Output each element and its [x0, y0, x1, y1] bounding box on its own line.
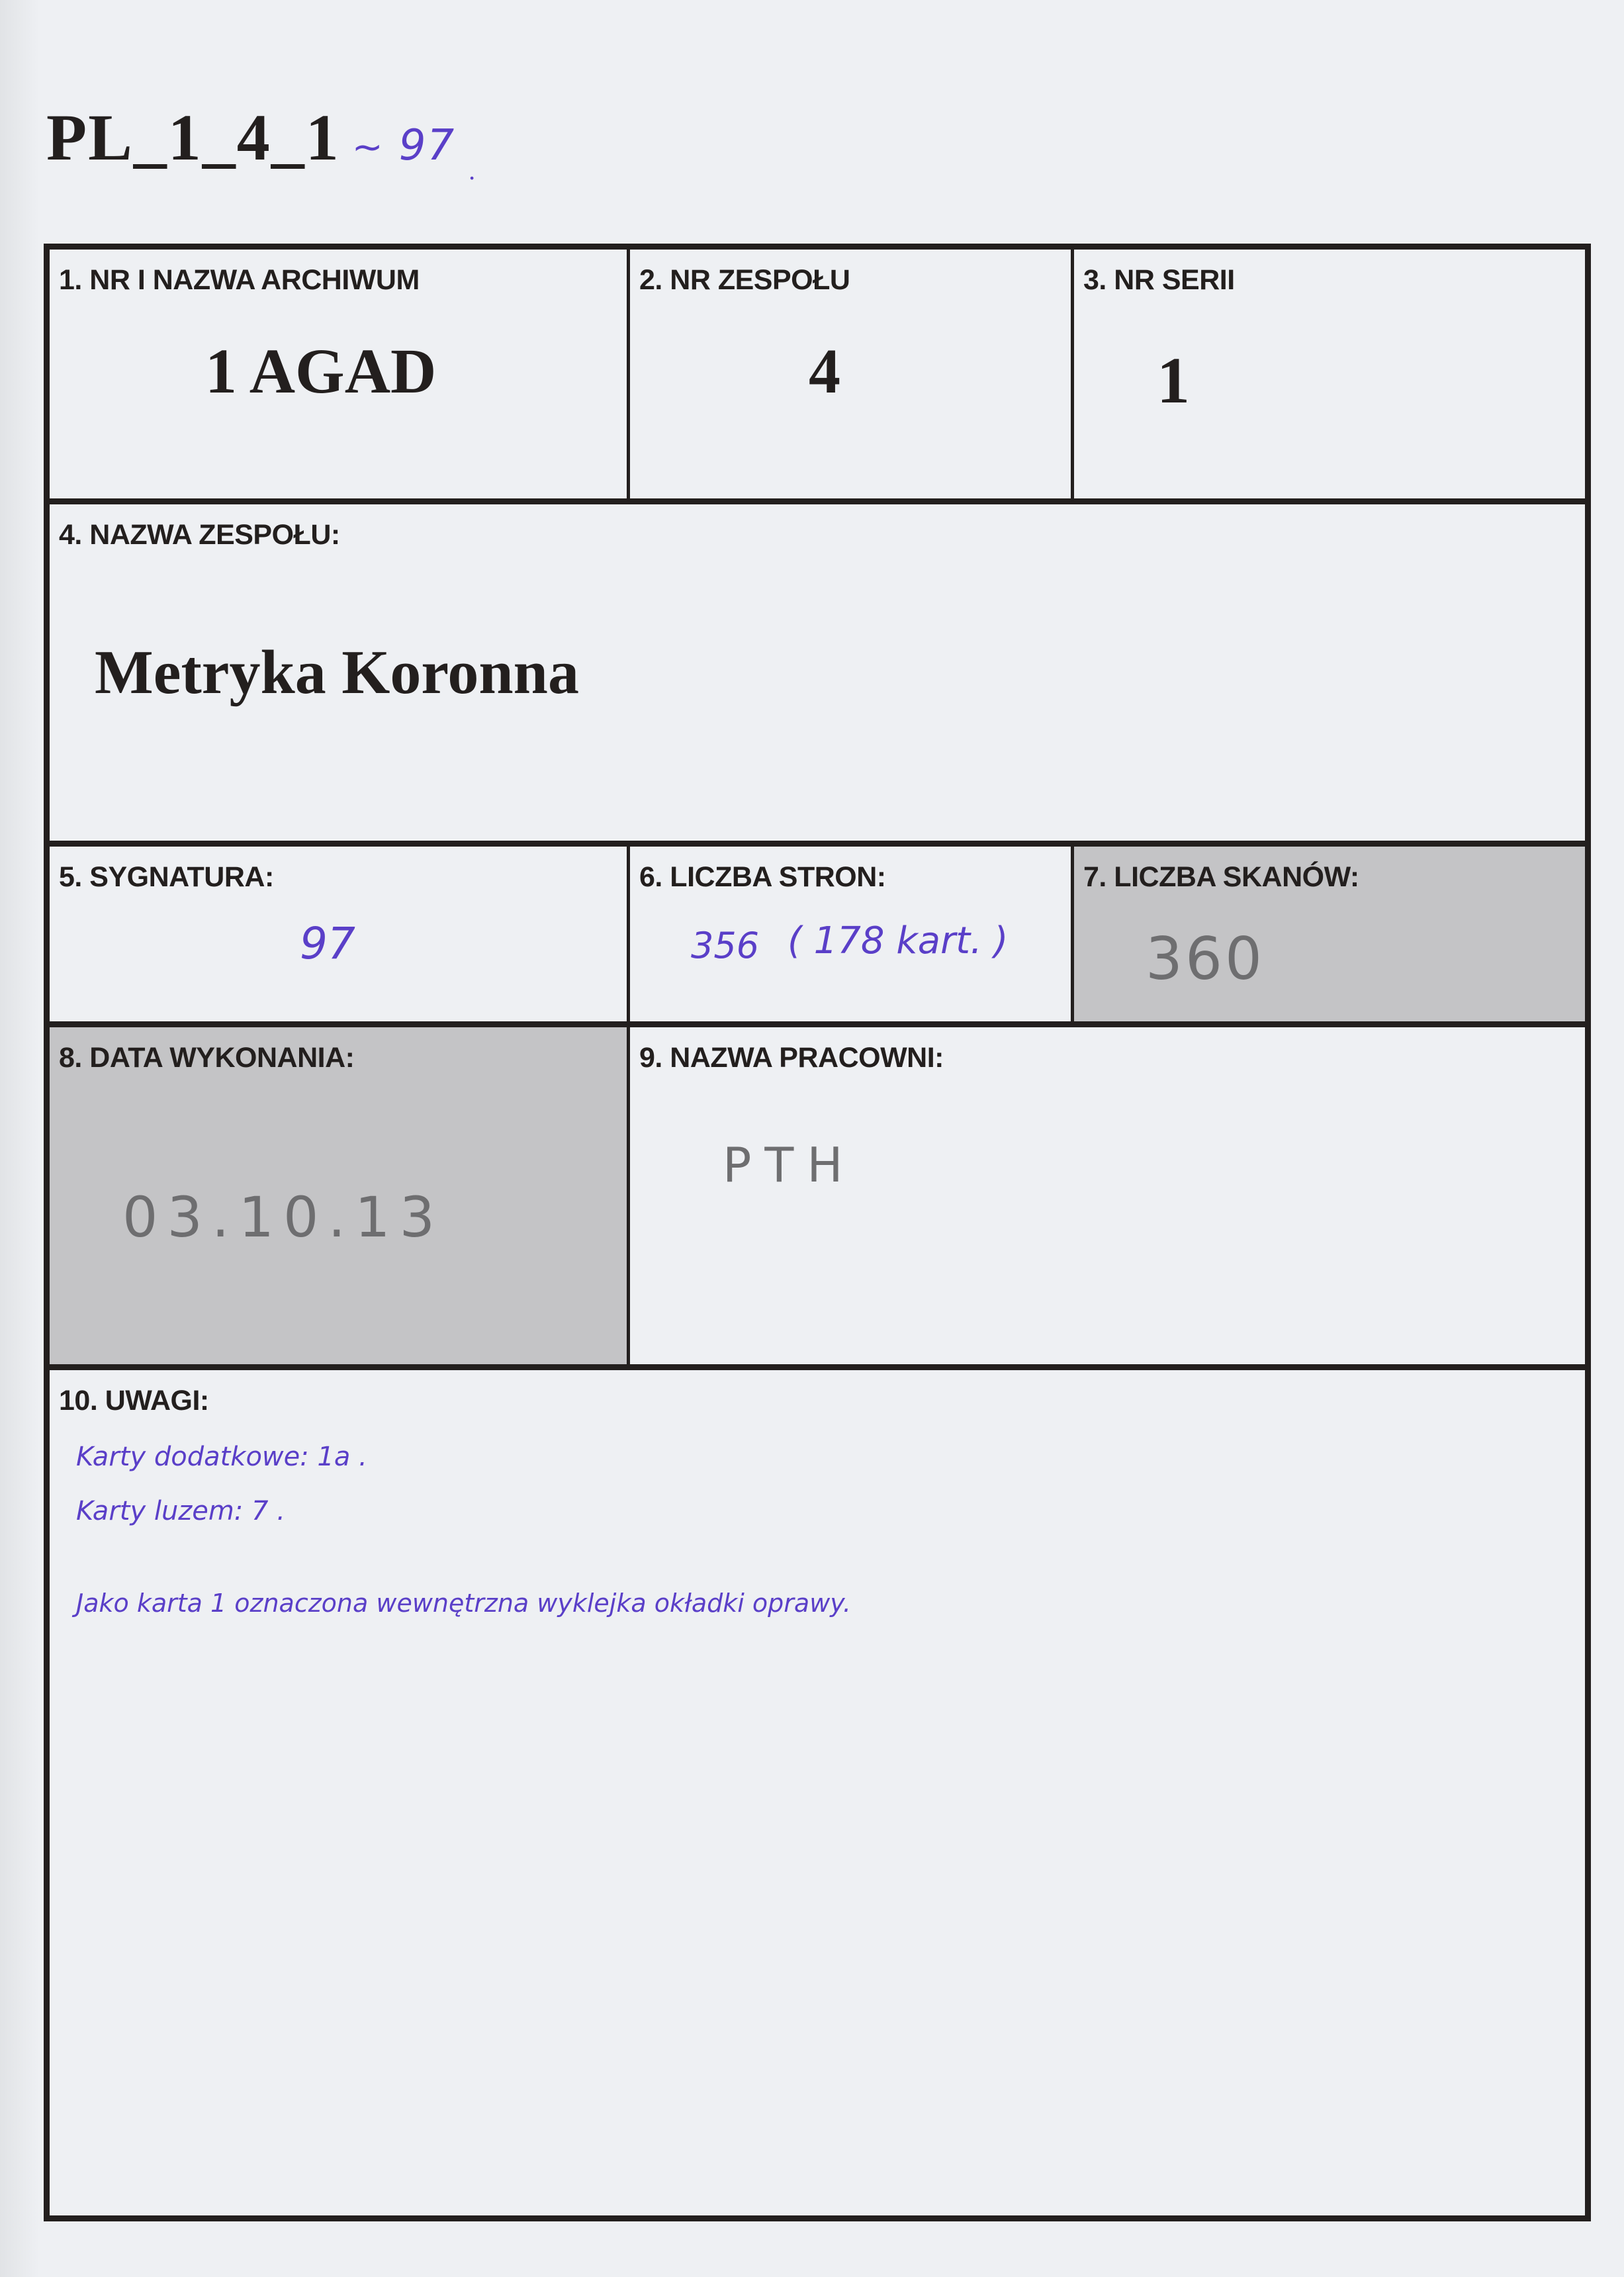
row-divider-2 [50, 841, 1585, 847]
row-divider-3 [50, 1021, 1585, 1027]
cell-scan-count [1074, 847, 1585, 1021]
document-id-dot: . [469, 156, 477, 185]
scan-count-label: 7. LICZBA SKANÓW: [1083, 861, 1359, 893]
fonds-number-value: 4 [809, 336, 840, 406]
cell-page-count [630, 847, 1071, 1021]
cell-fonds-name [50, 504, 1585, 841]
cell-archive [50, 250, 627, 498]
page-count-leaves: ( 178 kart. ) [788, 919, 1009, 962]
workshop-label: 9. NAZWA PRACOWNI: [639, 1042, 944, 1074]
cell-workshop [630, 1027, 1585, 1364]
fonds-name-value: Metryka Koronna [95, 638, 579, 707]
date-label: 8. DATA WYKONANIA: [59, 1042, 355, 1074]
remarks-line: Karty luzem: 7 . [76, 1496, 285, 1526]
cell-date [50, 1027, 627, 1364]
page-count-label: 6. LICZBA STRON: [639, 861, 886, 893]
remarks-line: Karty dodatkowe: 1a . [76, 1442, 367, 1472]
fonds-name-label: 4. NAZWA ZESPOŁU: [59, 519, 340, 551]
archive-value: 1 AGAD [205, 336, 437, 406]
paper-edge-shadow [0, 0, 40, 2277]
row-divider-1 [50, 498, 1585, 504]
row-divider-4 [50, 1364, 1585, 1370]
fonds-number-label: 2. NR ZESPOŁU [639, 264, 850, 296]
scan-count-value: 360 [1146, 925, 1265, 993]
cell-signature [50, 847, 627, 1021]
remarks-label: 10. UWAGI: [59, 1385, 209, 1417]
document-identifier [46, 99, 477, 185]
cell-series-number [1074, 250, 1585, 498]
signature-value: 97 [300, 918, 355, 969]
workshop-value: PTH [723, 1137, 856, 1193]
metadata-form [44, 244, 1591, 2221]
date-value: 03.10.13 [122, 1185, 445, 1250]
cell-remarks [50, 1370, 1585, 2216]
document-id-tilde: ~ [351, 126, 384, 169]
series-number-value: 1 [1157, 344, 1190, 417]
series-number-label: 3. NR SERII [1083, 264, 1235, 296]
signature-label: 5. SYGNATURA: [59, 861, 274, 893]
page-count-value: 356 [691, 925, 760, 966]
archive-label: 1. NR I NAZWA ARCHIWUM [59, 264, 420, 296]
document-id-handwritten: 97 [398, 121, 456, 170]
document-id-printed: PL_1_4_1 [46, 101, 340, 174]
remarks-line: Jako karta 1 oznaczona wewnętrzna wyklejka okładki oprawy. [76, 1589, 851, 1618]
cell-fonds-number [630, 250, 1071, 498]
